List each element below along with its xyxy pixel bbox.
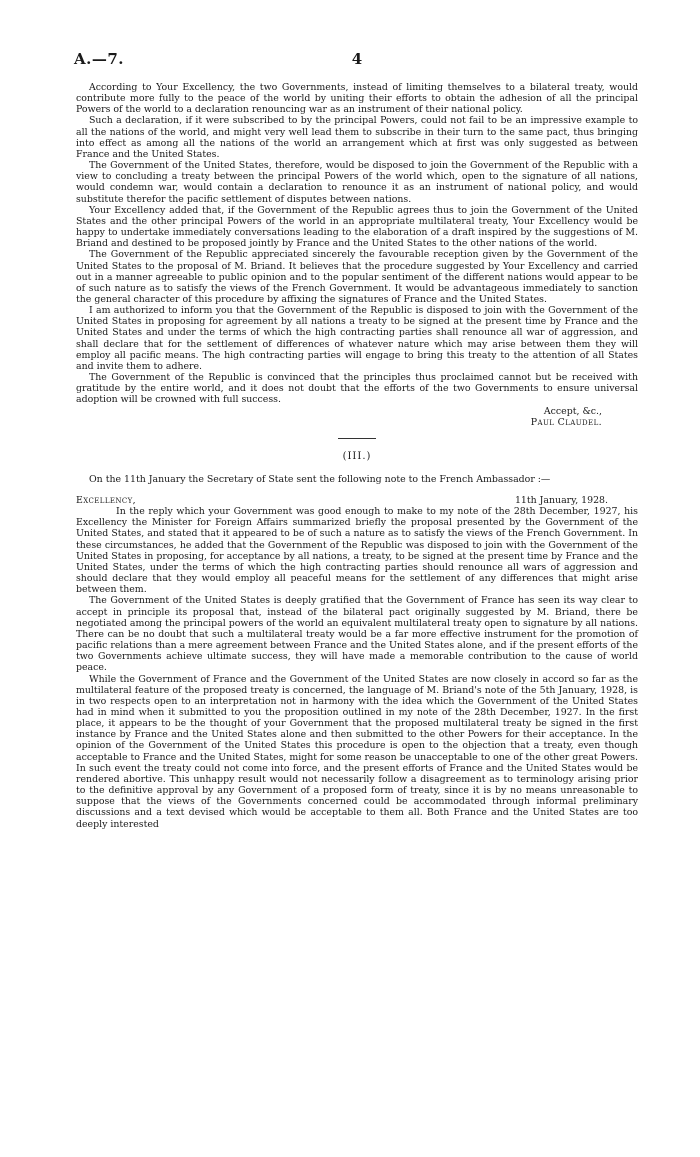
salutation-row (76, 495, 638, 506)
paragraph: The Government of the United States, therefore, would be disposed to join the Government of the Republic with a view to concluding a treaty between the principal Powers of the world which, open to the signature of all nations, would condemn war, would contain a declaration to renounce it as an instrument of national policy, and would substitute therefor the pacific settlement of disputes between nations. (76, 160, 638, 205)
section-intro: On the 11th January the Secretary of State sent the following note to the French Ambassador :— (89, 473, 551, 485)
paragraph: According to Your Excellency, the two Governments, instead of limiting themselves to a bilateral treaty, would contribute more fully to the peace of the world by uniting their efforts to obtain the adhesion of all the principal Powers of the world to a declaration renouncing war as an instrument of their national policy. (76, 82, 638, 116)
paragraph: In the reply which your Government was good enough to make to my note of the 28th December, 1927, his Excellency the Minister for Foreign Affairs summarized briefly the proposal presented by the Government of the United States, and stated that it appeared to be of such a nature as to satisfy the views of the French Government. In these circumstances, he added that the Government of the Republic was disposed to join with the Government of the United States in proposing, for acceptance by all nations, a treaty, to be signed at the present time by France and the United States, under the terms of which the high contracting parties should renounce all wars of aggression and should declare that they would employ all peaceful means for the settlement of any differences that might arise between them. (76, 506, 638, 596)
paragraph: While the Government of France and the Government of the United States are now closely in accord so far as the multilateral feature of the proposed treaty is concerned, the language of M. Briand's note of the 5th January, 1928, is in two respects open to an interpretation not in harmony with the idea which the Government of the United States had in mind when it submitted to you the proposition outlined in my note of the 28th December, 1927. In the first place, it appears to be the thought of your Government that the proposed multilateral treaty be signed in the first instance by France and the United States alone and then submitted to the other Powers for their acceptance. In the opinion of the Government of the United States this procedure is open to the objection that a treaty, even though acceptable to France and the United States, might for some reason be unacceptable to one of the other great Powers. In such event the treaty could not come into force, and the present efforts of France and the United States would be rendered abortive. This unhappy result would not necessarily follow a disagreement as to terminology arising prior to the definitive approval by any Government of a proposed form of treaty, since it is by no means unreasonable to suppose that the views of the Governments concerned could be accommodated through informal preliminary discussions and a text devised which would be acceptable to them all. Both France and the United States are too deeply interested (76, 673, 638, 830)
page-header (76, 50, 638, 72)
section-divider (338, 438, 376, 439)
letter-closing: Accept, &c., (543, 405, 602, 417)
paragraph: Your Excellency added that, if the Government of the Republic agrees thus to join the Government of the United States and the other principal Powers of the world in an appropriate multilateral treaty, Your Excellency would be happy to undertake immediately conversations leading to the elaboration of a draft inspired by the suggestions of M. Briand and destined to be proposed jointly by France and the United States to the other nations of the world. (76, 204, 638, 250)
letter-date: 11th January, 1928. (514, 495, 608, 506)
document-reference: A.—7. (74, 50, 125, 68)
paragraph: The Government of the Republic appreciated sincerely the favourable reception given by the Government of the United States to the proposal of M. Briand. It believes that the procedure suggested by Your Excellency and carried out in a manner agreeable to public opinion and to the popular sentiment of the different nations would appear to be of such nature as to satisfy the views of the French Government. It would be advantageous immediately to sanction the general character of this procedure by affixing the signatures of France and the United States. (76, 249, 638, 305)
salutation: Excellency, (76, 495, 137, 506)
paragraph: Such a declaration, if it were subscribed to by the principal Powers, could not fail to be an impressive example to all the nations of the world, and might very well lead them to subscribe in their turn to the same pact, thus bringing into effect as among all the nations of the world an arrangement which at first was only suggested as between France and the United States. (76, 115, 638, 160)
page-number: 4 (351, 50, 363, 68)
paragraph: The Government of the United States is deeply gratified that the Government of France has seen its way clear to accept in principle its proposal that, instead of the bilateral pact originally suggested by M. Briand, there be negotiated among the principal powers of the world an equivalent multilateral treaty open to signature by all nations. There can be no doubt that such a multilateral treaty would be a far more effective instrument for the promotion of pacific relations than a mere agreement between France and the United States alone, and if the present efforts of the two Governments achieve ultimate success, they will have made a memorable contribution to the cause of world peace. (76, 595, 638, 674)
paragraph: I am authorized to inform you that the Government of the Republic is disposed to join with the Government of the United States in proposing for agreement by all nations a treaty to be signed at the present time by France and the United States and under the terms of which the high contracting parties shall renounce all war of aggression, and shall declare that for the settlement of differences of whatever nature which may arise between them they will employ all pacific means. The high contracting parties will engage to bring this treaty to the attention of all States and invite them to adhere. (76, 305, 638, 372)
document-body (76, 82, 638, 830)
section-heading: (III.) (342, 450, 372, 462)
signature: Paul Claudel. (530, 416, 602, 428)
paragraph: The Government of the Republic is convinced that the principles thus proclaimed cannot but be received with gratitude by the entire world, and it does not doubt that the efforts of the two Governments to ensure universal adoption will be crowned with full success. (76, 372, 638, 406)
